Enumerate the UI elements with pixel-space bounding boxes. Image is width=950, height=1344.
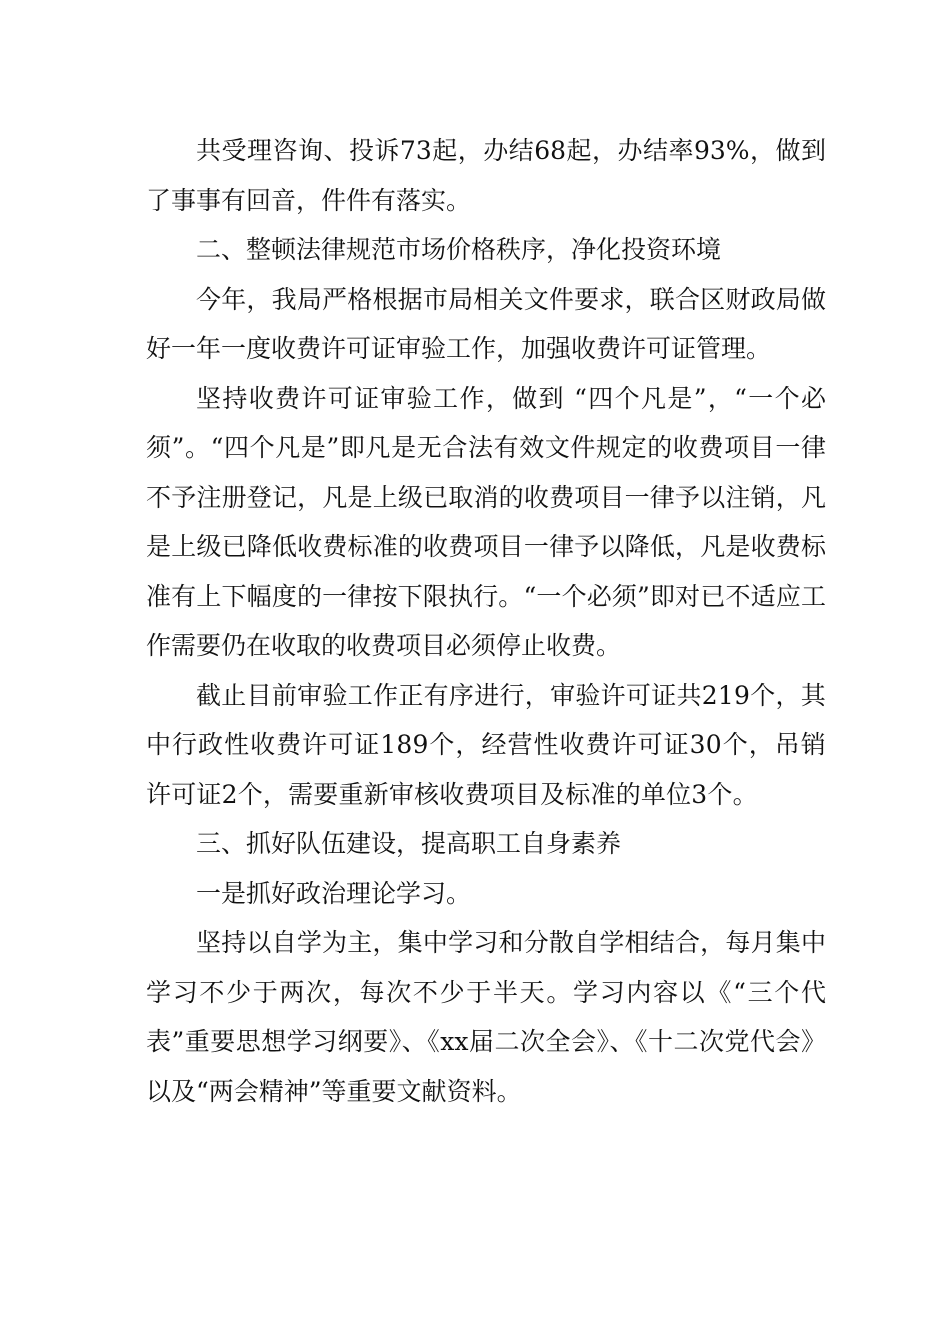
paragraph-complaints-summary: 共受理咨询、投诉73起，办结68起，办结率93%，做到了事事有回音，件件有落实。: [146, 136, 826, 215]
paragraph-four-musts: 坚持收费许可证审验工作，做到 “四个凡是”，“一个必须”。“四个凡是”即凡是无合法有效文件规定的收费项目一律不予注册登记，凡是上级已取消的收费项目一律予以注销，凡是上级已降低收费标准的收费项目一律予以降低，凡是收费标准有上下幅度的一律按下限执行。“一个必须”即对已不适应工作需要仍在收取的收费项目必须停止收费。: [146, 383, 826, 660]
paragraph-review-progress: 截止目前审验工作正有序进行，审验许可证共219个，其中行政性收费许可证189个，经营性收费许可证30个，吊销许可证2个，需要重新审核收费项目及标准的单位3个。: [146, 680, 826, 809]
paragraph-license-review-intro: 今年，我局严格根据市局相关文件要求，联合区财政局做好一年一度收费许可证审验工作，加强收费许可证管理。: [146, 284, 826, 363]
subheading-political-study: 一是抓好政治理论学习。: [196, 878, 472, 908]
document-body: [146, 126, 826, 1116]
section-heading-2: 二、整顿法律规范市场价格秩序，净化投资环境: [196, 235, 722, 264]
section-heading-3: 三、抓好队伍建设，提高职工自身素养: [196, 829, 622, 858]
paragraph-study-plan: 坚持以自学为主，集中学习和分散自学相结合，每月集中学习不少于两次，每次不少于半天。学习内容以《“三个代表”重要思想学习纲要》、《xx届二次全会》、《十二次党代会》以及“两会精神”等重要文献资料。: [146, 928, 826, 1106]
